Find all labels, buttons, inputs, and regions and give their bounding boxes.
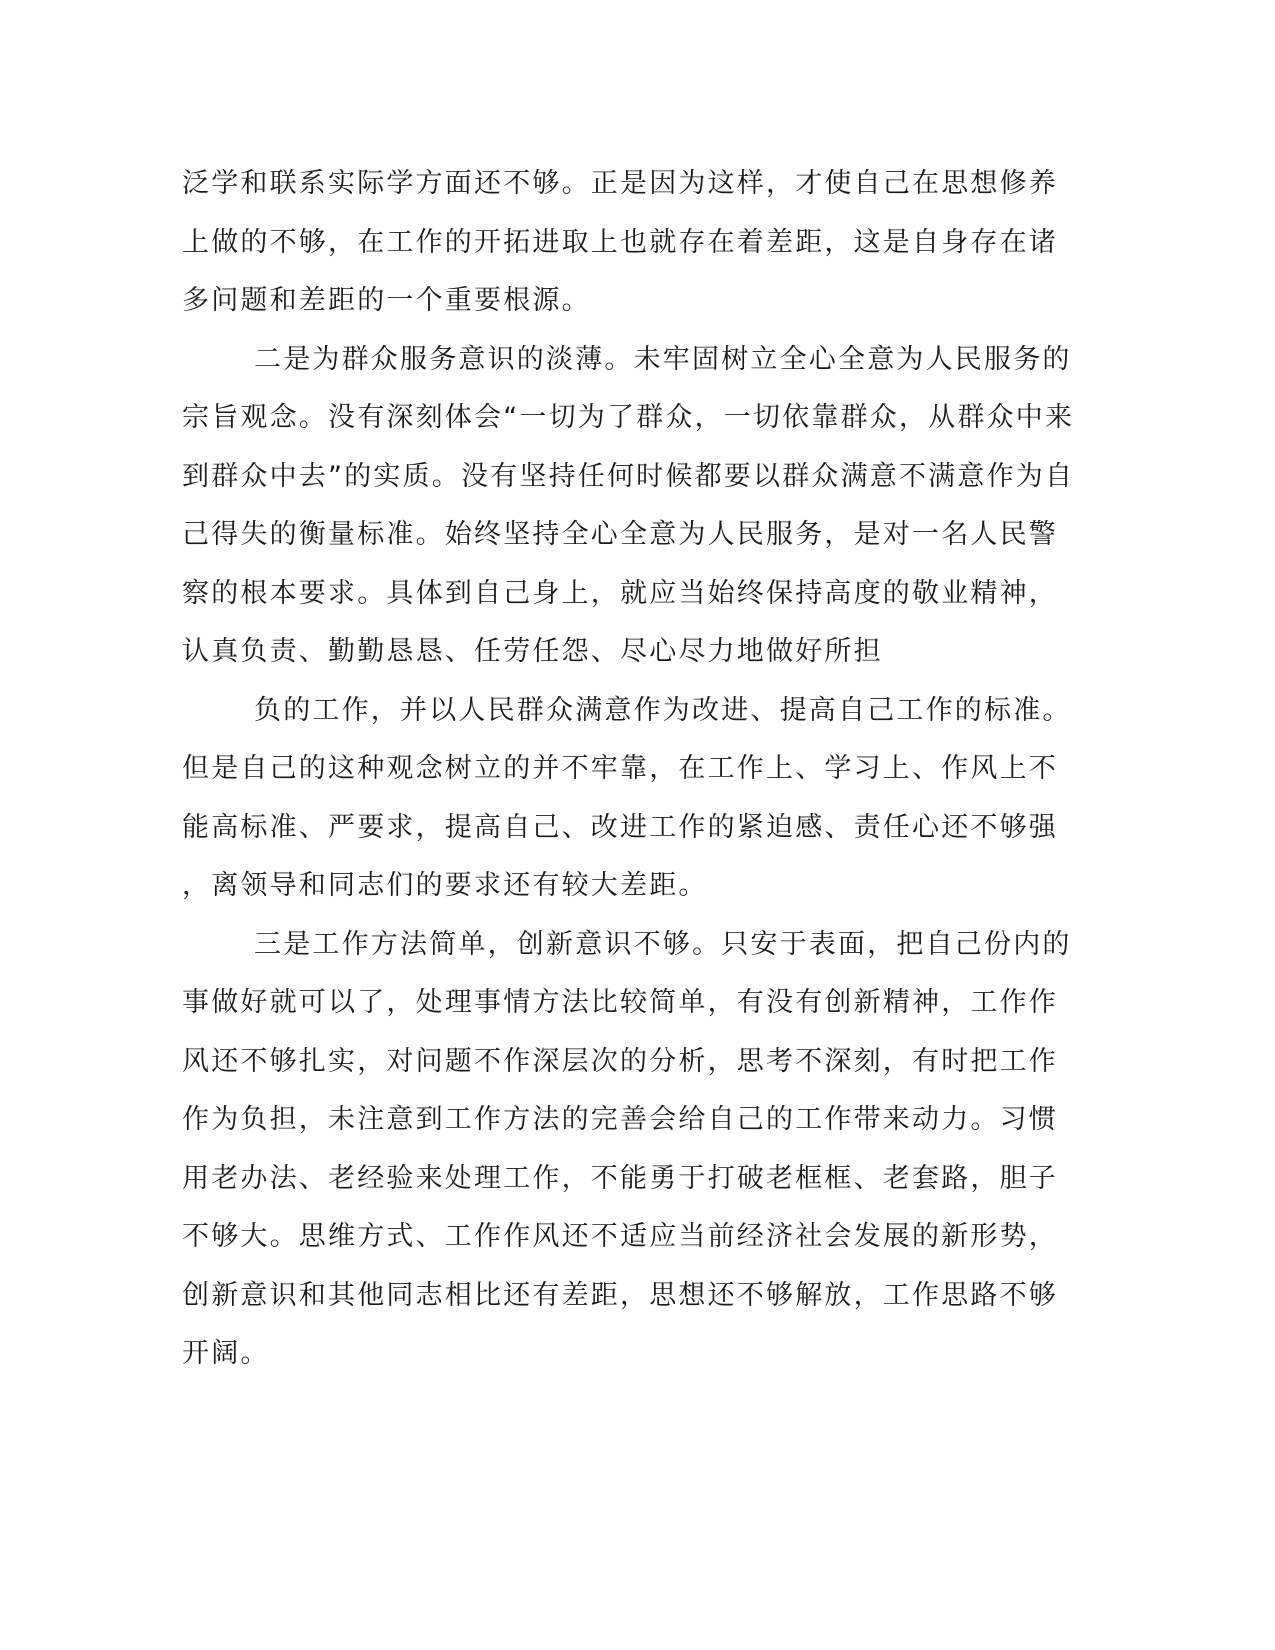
text-line: 多问题和差距的一个重要根源。 [182,285,591,316]
paragraph-start-line: 负的工作，并以人民群众满意作为改进、提高自己工作的标准。 [254,694,1072,726]
text-line: 到群众中去”的实质。没有坚持任何时候都要以群众满意不满意作为自 [182,460,1075,492]
paragraph-start-line: 二是为群众服务意识的淡薄。未牢固树立全心全意为人民服务的 [254,343,1072,375]
text-line: 用老办法、老经验来处理工作，不能勇于打破老框框、老套路，胆子 [182,1162,1058,1194]
text-line: 作为负担，未注意到工作方法的完善会给自己的工作带来动力。习惯 [182,1104,1058,1135]
paragraph-start-line: 三是工作方法简单，创新意识不够。只安于表面，把自己份内的 [254,928,1072,960]
text-line: 己得失的衡量标准。始终坚持全心全意为人民服务，是对一名人民警 [182,519,1058,550]
text-line: 能高标准、严要求，提高自己、改进工作的紧迫感、责任心还不够强 [182,811,1058,843]
text-line: 不够大。思维方式、工作作风还不适应当前经济社会发展的新形势， [182,1221,1058,1252]
text-line: 事做好就可以了，处理事情方法比较简单，有没有创新精神，工作作 [182,987,1058,1018]
text-line: 但是自己的这种观念树立的并不牢靠，在工作上、学习上、作风上不 [182,753,1058,784]
text-line: 开阔。 [182,1338,270,1369]
text-line: 认真负责、勤勤恳恳、任劳任怨、尽心尽力地做好所担 [182,636,883,667]
text-line: ，离领导和同志们的要求还有较大差距。 [182,870,708,901]
text-line: 宗旨观念。没有深刻体会“一切为了群众，一切依靠群众，从群众中来 [182,402,1075,433]
text-line: 上做的不够，在工作的开拓进取上也就存在着差距，这是自身存在诸 [182,226,1058,258]
text-line: 创新意识和其他同志相比还有差距，思想还不够解放，工作思路不够 [182,1279,1058,1311]
body-text [182,155,1075,1384]
text-line: 泛学和联系实际学方面还不够。正是因为这样，才使自己在思想修养 [182,168,1058,199]
text-line: 察的根本要求。具体到自己身上，就应当始终保持高度的敬业精神， [182,577,1058,609]
text-line: 风还不够扎实，对问题不作深层次的分析，思考不深刻，有时把工作 [182,1045,1058,1077]
